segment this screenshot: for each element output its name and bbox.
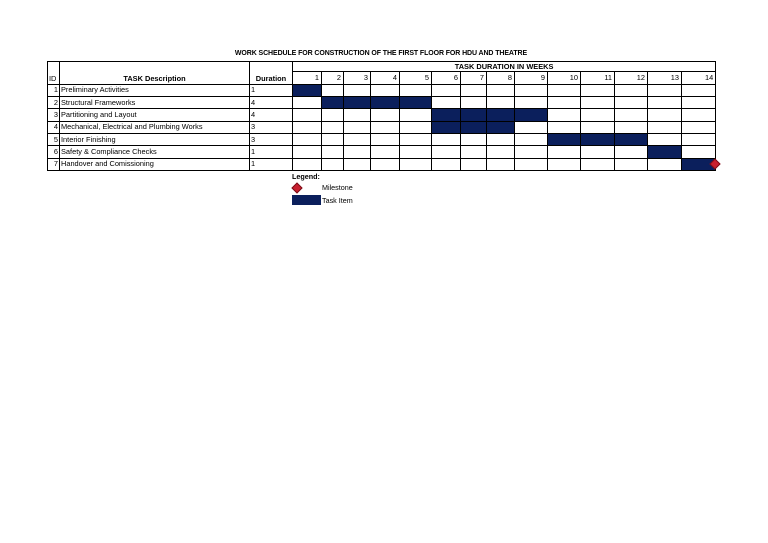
week-cell [400,133,432,145]
header-group-row [48,62,716,72]
week-cell [515,158,548,170]
week-cell [461,146,487,158]
header-blank-cell [250,62,293,72]
week-cell [648,84,682,96]
week-cell [461,133,487,145]
week-cell [548,84,581,96]
task-description: Mechanical, Electrical and Plumbing Works [60,121,250,133]
week-tick-label: 11 [581,72,615,84]
week-cell [371,133,400,145]
week-cell [682,146,716,158]
week-cell [322,158,344,170]
weeks-group-header: TASK DURATION IN WEEKS [293,62,716,72]
task-description: Handover and Comissioning [60,158,250,170]
week-cell [515,133,548,145]
week-cell [371,84,400,96]
task-duration: 4 [250,109,293,121]
task-duration: 3 [250,121,293,133]
week-cell [344,121,371,133]
week-cell [615,109,648,121]
task-bar-segment [432,121,461,133]
week-cell [615,158,648,170]
id-column-header: ID [48,72,60,84]
week-cell [293,96,322,108]
week-cell [344,158,371,170]
task-duration: 1 [250,84,293,96]
week-cell [615,84,648,96]
week-tick-label: 2 [322,72,344,84]
week-cell [461,96,487,108]
week-tick-label: 14 [682,72,716,84]
task-bar-segment [487,121,515,133]
task-id: 3 [48,109,60,121]
week-cell [682,133,716,145]
task-bar-segment [322,96,344,108]
week-cell [548,121,581,133]
header-blank-cell [48,62,60,72]
task-bar-segment [344,96,371,108]
table-row [48,133,716,145]
week-cell [581,96,615,108]
table-row [48,109,716,121]
task-bar-segment [432,109,461,121]
week-cell [548,109,581,121]
week-tick-label: 8 [487,72,515,84]
table-row [48,146,716,158]
week-tick-label: 10 [548,72,581,84]
legend-item-milestone [292,181,353,194]
week-cell [293,146,322,158]
task-bar-segment [648,146,682,158]
chart-title: WORK SCHEDULE FOR CONSTRUCTION OF THE FIRST FLOOR FOR HDU AND THEATRE [234,50,528,57]
week-cell [371,158,400,170]
week-cell [682,96,716,108]
week-cell [648,96,682,108]
task-bar-segment [515,109,548,121]
week-cell [581,121,615,133]
week-cell [400,158,432,170]
task-bar-segment [400,96,432,108]
legend-title: Legend: [292,172,320,181]
week-cell [487,133,515,145]
week-tick-label: 9 [515,72,548,84]
week-tick-label: 5 [400,72,432,84]
task-id: 4 [48,121,60,133]
week-cell [322,146,344,158]
week-cell [487,158,515,170]
task-description: Safety & Compliance Checks [60,146,250,158]
week-cell [293,133,322,145]
task-bar-segment [682,158,716,170]
milestone-marker [710,158,721,169]
week-cell [344,133,371,145]
week-cell [581,158,615,170]
week-tick-label: 12 [615,72,648,84]
week-cell [293,121,322,133]
week-cell [615,146,648,158]
week-cell [371,146,400,158]
week-cell [548,146,581,158]
task-description: Preliminary Activities [60,84,250,96]
week-cell [400,84,432,96]
week-tick-label: 7 [461,72,487,84]
week-cell [461,158,487,170]
task-bar-segment [615,133,648,145]
description-column-header: TASK Description [60,72,250,84]
week-cell [432,158,461,170]
task-bar-segment [371,96,400,108]
week-cell [581,84,615,96]
task-description: Interior Finishing [60,133,250,145]
week-cell [400,146,432,158]
week-cell [344,109,371,121]
task-id: 5 [48,133,60,145]
task-id: 2 [48,96,60,108]
milestone-diamond-icon [291,182,302,193]
task-description: Structural Frameworks [60,96,250,108]
week-tick-label: 1 [293,72,322,84]
week-cell [322,133,344,145]
week-cell [400,109,432,121]
week-cell [615,121,648,133]
week-cell [371,121,400,133]
task-id: 7 [48,158,60,170]
week-cell [682,121,716,133]
week-cell [293,158,322,170]
week-cell [648,158,682,170]
week-tick-label: 3 [344,72,371,84]
table-row [48,158,716,170]
week-cell [344,146,371,158]
task-id: 1 [48,84,60,96]
week-cell [487,146,515,158]
week-cell [548,158,581,170]
table-row [48,96,716,108]
week-cell [515,146,548,158]
week-cell [322,121,344,133]
week-cell [515,96,548,108]
task-bar-segment [487,109,515,121]
week-cell [682,84,716,96]
table-row [48,84,716,96]
task-description: Partitioning and Layout [60,109,250,121]
week-cell [293,109,322,121]
week-cell [581,109,615,121]
gantt-table [47,61,716,171]
week-cell [581,146,615,158]
week-cell [648,121,682,133]
week-cell [432,84,461,96]
week-cell [487,96,515,108]
task-bar-segment [581,133,615,145]
week-tick-label: 13 [648,72,682,84]
week-cell [515,84,548,96]
week-tick-label: 4 [371,72,400,84]
week-cell [615,96,648,108]
week-cell [487,84,515,96]
legend-label: Task Item [322,196,353,205]
task-bar-segment [461,109,487,121]
week-cell [548,96,581,108]
task-duration: 4 [250,96,293,108]
week-cell [400,121,432,133]
week-cell [344,84,371,96]
header-blank-cell [60,62,250,72]
task-bar-swatch [292,195,321,205]
task-id: 6 [48,146,60,158]
task-bar-segment [461,121,487,133]
task-bar-segment [548,133,581,145]
legend-label: Milestone [322,183,353,192]
week-cell [682,109,716,121]
week-cell [322,109,344,121]
week-cell [432,96,461,108]
legend [292,172,353,207]
legend-item-task [292,194,353,207]
week-cell [648,109,682,121]
week-cell [432,146,461,158]
task-bar-segment [293,84,322,96]
week-cell [322,84,344,96]
task-duration: 1 [250,158,293,170]
week-tick-label: 6 [432,72,461,84]
week-cell [515,121,548,133]
task-duration: 3 [250,133,293,145]
duration-column-header: Duration [250,72,293,84]
week-cell [371,109,400,121]
header-row [48,72,716,84]
table-row [48,121,716,133]
week-cell [648,133,682,145]
task-duration: 1 [250,146,293,158]
week-cell [461,84,487,96]
week-cell [432,133,461,145]
